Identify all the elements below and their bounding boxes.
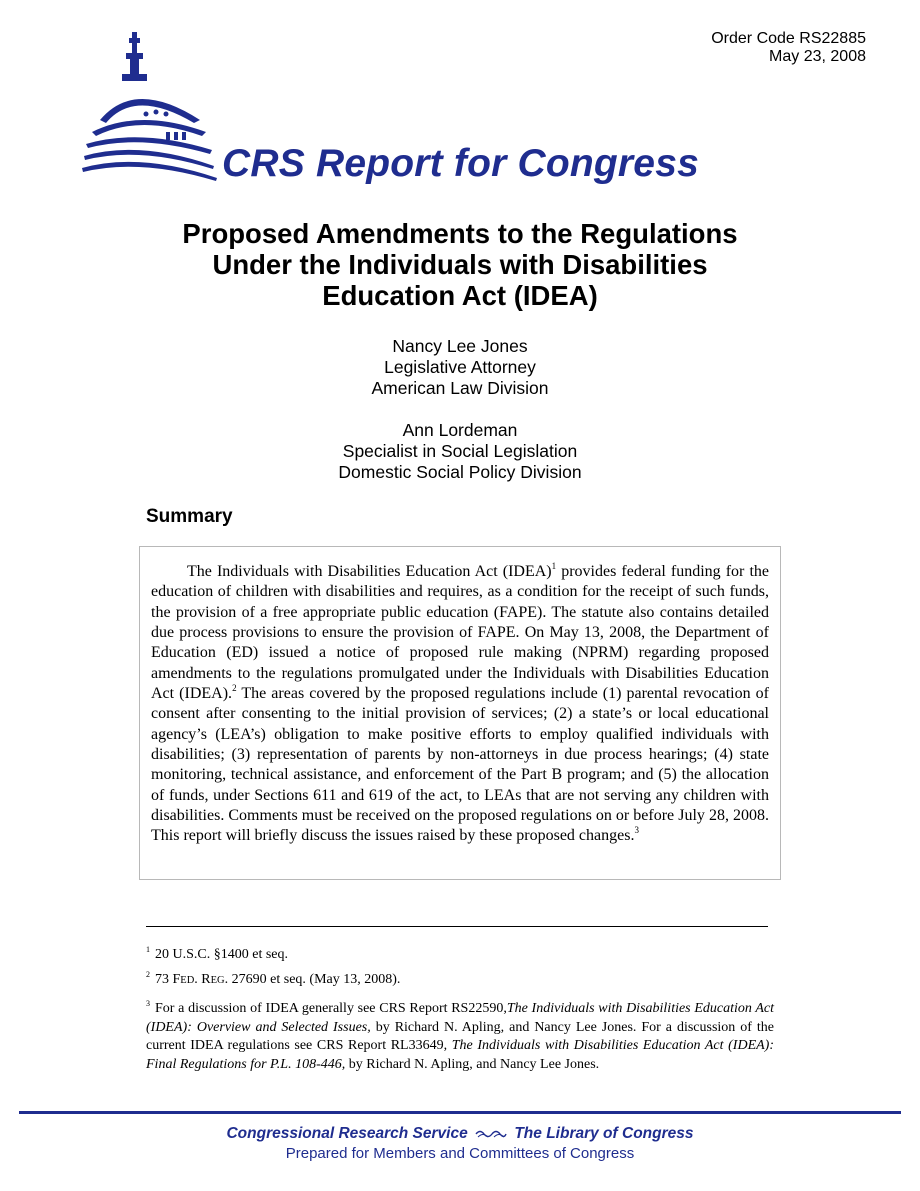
report-title — [120, 218, 800, 311]
footer-organizations — [0, 1125, 920, 1143]
footnote-report-title: The Individuals with Disabilities Education Act (IDEA): Final Regulations for P.L. 108-446, — [146, 1038, 775, 1072]
footnote-divider — [146, 926, 768, 927]
footnote-text-part: For a discussion of IDEA generally see CRS Report RS22590, — [155, 1001, 507, 1016]
footnote-smallcaps: EG — [210, 975, 225, 986]
footnote-number: 3 — [146, 999, 150, 1008]
author-name: Nancy Lee Jones — [392, 336, 528, 356]
crs-brand-title: CRS Report for Congress — [222, 142, 699, 185]
footnote-report-title: The Individuals with Disabilities Education Act (IDEA): Overview and Selected Issues, — [146, 1001, 774, 1035]
title-line-2: Under the Individuals with Disabilities — [212, 249, 708, 280]
footer-loc: The Library of Congress — [514, 1125, 694, 1142]
order-code: Order Code RS22885 — [711, 30, 866, 47]
footnote-number: 2 — [146, 970, 150, 979]
footnote-ref-2[interactable]: 2 — [232, 683, 237, 694]
footnote-text: 20 U.S.C. §1400 et seq. — [155, 947, 288, 962]
report-date: May 23, 2008 — [769, 48, 866, 65]
author-role: Specialist in Social Legislation — [342, 441, 578, 461]
author-name: Ann Lordeman — [402, 420, 518, 440]
footnote-1 — [146, 946, 774, 965]
author-block-1 — [160, 336, 760, 399]
footnote-number: 1 — [146, 945, 150, 954]
author-division: American Law Division — [371, 378, 549, 398]
footnote-text-part: . R — [194, 972, 211, 987]
title-line-1: Proposed Amendments to the Regulations — [182, 218, 738, 249]
order-info — [711, 30, 866, 66]
footnote-2 — [146, 971, 774, 991]
flourish-icon — [475, 1129, 507, 1139]
footnote-text-part: by Richard N. Apling, and Nancy Lee Jones. — [345, 1056, 600, 1072]
summary-seg-3: The areas covered by the proposed regulations include (1) parental revocation of consent after consenting to the initial provision of services; (2) a state’s or local educational agency’s (LEA’s) obligation to make positive efforts to employ qualified individuals with disabilities; (3) representation of parents by non-attorneys in due process hearings; (4) state monitoring, technical assistance, and enforcement of the Part B program; and (5) the allocation of funds, under Sections 611 and 619 of the act, to LEAs that are not serving any children with disabilities. Comments must be received on the proposed regulations on or before July 28, 2008. This report will briefly discuss the issues raised by these proposed changes. — [151, 685, 770, 845]
author-division: Domestic Social Policy Division — [338, 462, 582, 482]
footnote-3 — [146, 1000, 774, 1074]
author-role: Legislative Attorney — [384, 357, 536, 377]
author-block-2 — [160, 420, 760, 483]
summary-seg-2: provides federal funding for the education of children with disabilities and requires, as a condition for the receipt of such funds, the provision of a free appropriate public education (FAPE). The statute also contains detailed due process provisions to ensure the provision of FAPE. On May 13, 2008, the Department of Education (ED) issued a notice of proposed rule making (NPRM) regarding proposed amendments to the regulations promulgated under the Individuals with Disabilities Education Act (IDEA). — [151, 563, 769, 703]
title-line-3: Education Act (IDEA) — [322, 280, 598, 311]
summary-heading: Summary — [146, 506, 233, 527]
footnote-text-part: by Richard N. Apling, and Nancy Lee Jones. For a discussion of the current IDEA regulations see CRS Report RL33649, — [146, 1019, 775, 1054]
capitol-dome-logo — [80, 28, 220, 188]
footnote-text-part: . 27690 et seq. (May 13, 2008). — [224, 972, 401, 987]
footnote-text-part: 73 F — [155, 972, 181, 987]
footer-prepared-for: Prepared for Members and Committees of Congress — [285, 1145, 635, 1162]
footnote-smallcaps: ED — [180, 975, 195, 986]
footer-divider — [19, 1111, 901, 1114]
footnote-ref-1[interactable]: 1 — [551, 561, 557, 571]
summary-text — [151, 562, 769, 847]
summary-seg-1: The Individuals with Disabilities Education Act (IDEA) — [187, 563, 552, 580]
footnote-ref-3[interactable]: 3 — [634, 825, 639, 836]
footer-crs: Congressional Research Service — [226, 1125, 468, 1142]
